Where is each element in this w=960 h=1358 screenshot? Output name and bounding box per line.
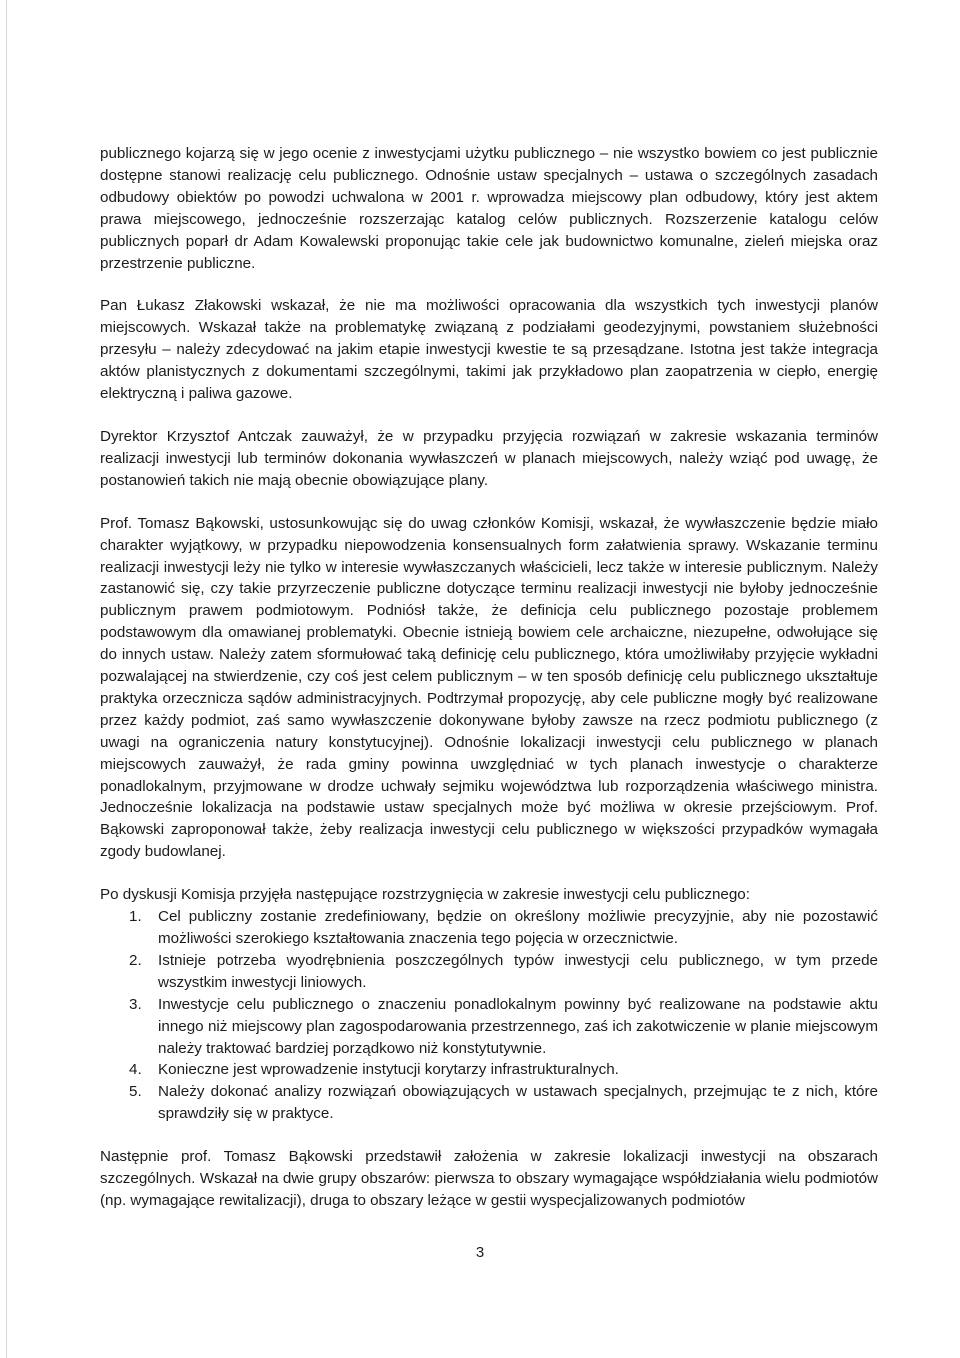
- list-item-text: Inwestycje celu publicznego o znaczeniu ponadlokalnym powinny być realizowane na podstawie aktu innego niż miejscowy plan zagospodarowania przestrzennego, zaś ich zakotwiczenie w planie miejscowym należy traktować bardziej porządkowo niż konstytutywnie.: [158, 995, 878, 1057]
- paragraph-antczak: Dyrektor Krzysztof Antczak zauważył, że w przypadku przyjęcia rozwiązań w zakresie wskazania terminów realizacji inwestycji lub terminów dokonania wywłaszczeń w planach miejscowych, należy wziąć pod uwagę, że postanowień takich nie mają obecnie obowiązujące plany.: [100, 427, 878, 489]
- decisions-list: [100, 906, 878, 1125]
- list-item: [100, 950, 878, 994]
- paragraph-decisions-intro: Po dyskusji Komisja przyjęła następujące rozstrzygnięcia w zakresie inwestycji celu publicznego:: [100, 886, 750, 904]
- list-item: [100, 994, 878, 1060]
- list-item-number: 1.: [129, 908, 142, 926]
- list-item-number: 2.: [129, 951, 142, 969]
- list-item-text: Istnieje potrzeba wyodrębnienia poszczególnych typów inwestycji celu publicznego, w tym przede wszystkim inwestycji liniowych.: [158, 951, 878, 991]
- page-number: 3: [475, 1244, 485, 1261]
- list-item-number: 3.: [129, 995, 142, 1013]
- list-item: [100, 906, 878, 950]
- list-item-text: Należy dokonać analizy rozwiązań obowiązujących w ustawach specjalnych, przejmując te z nich, które sprawdziły się w praktyce.: [158, 1083, 878, 1123]
- list-item-text: Konieczne jest wprowadzenie instytucji korytarzy infrastrukturalnych.: [158, 1061, 619, 1079]
- list-item: [100, 1081, 878, 1125]
- paragraph-public-purpose-intro: publicznego kojarzą się w jego ocenie z inwestycjami użytku publicznego – nie wszystko bowiem co jest publicznie dostępne stanowi realizację celu publicznego. Odnośnie ustaw specjalnych – ustawa o szczególnych zasadach odbudowy obiektów po powodzi uchwalona w 2001 r. wprowadza miejscowy plan odbudowy, który jest aktem prawa miejscowego, jednocześnie rozszerzając katalog celów publicznych. Rozszerzenie katalogu celów publicznych poparł dr Adam Kowalewski proponując takie cele jak budownictwo komunalne, zieleń miejska oraz przestrzenie publiczne.: [100, 145, 878, 272]
- scan-edge-line: [6, 0, 7, 1358]
- paragraph-zlakowski: Pan Łukasz Złakowski wskazał, że nie ma możliwości opracowania dla wszystkich tych inwestycji planów miejscowych. Wskazał także na problematykę związaną z podziałami geodezyjnymi, powstaniem służebności przesyłu – należy zdecydować na jakim etapie inwestycji kwestie te są przesądzane. Istotna jest także integracja aktów planistycznych z dokumentami szczególnymi, takimi jak przykładowo plan zaopatrzenia w ciepło, energię elektryczną i paliwa gazowe.: [100, 297, 878, 403]
- document-body: [100, 143, 878, 1212]
- list-item-number: 4.: [129, 1061, 142, 1079]
- list-item-text: Cel publiczny zostanie zredefiniowany, będzie on określony możliwie precyzyjnie, aby nie pozostawić możliwości szerokiego kształtowania znaczenia tego pojęcia w orzecznictwie.: [158, 908, 878, 947]
- list-item: [100, 1059, 878, 1081]
- paragraph-bakowski: Prof. Tomasz Bąkowski, ustosunkowując się do uwag członków Komisji, wskazał, że wywłaszczenie będzie miało charakter wyjątkowy, w przypadku niepowodzenia konsensualnych form załatwienia sprawy. Wskazanie terminu realizacji inwestycji leży nie tylko w interesie wywłaszczanych właścicieli, lecz także w interesie publicznym. Należy zastanowić się, czy takie przyrzeczenie publiczne dotyczące terminu realizacji inwestycji nie byłoby jednocześnie publicznym prawem podmiotowym. Podniósł także, że definicja celu publicznego pozostaje problemem podstawowym dla omawianej problematyki. Obecnie istnieją bowiem cele archaiczne, niezupełne, odwołujące się do innych ustaw. Należy zatem sformułować taką definicję celu publicznego, która umożliwiłaby przyjęcie wykładni pozwalającej na stwierdzenie, czy coś jest celem publicznym – w ten sposób definicję celu publicznego ukształtuje praktyka orzecznicza sądów administracyjnych. Podtrzymał propozycję, aby cele publiczne mogły być realizowane przez każdy podmiot, zaś samo wywłaszczenie dokonywane byłoby zawsze na rzecz podmiotu publicznego (z uwagi na ograniczenia natury konstytucyjnej). Odnośnie lokalizacji inwestycji celu publicznego w planach miejscowych zauważył, że rada gminy powinna uwzględniać w tych planach inwestycje o charakterze ponadlokalnym, przyjmowane w drodze uchwały sejmiku województwa lub rozporządzenia właściwego ministra. Jednocześnie lokalizacja na podstawie ustaw specjalnych może być możliwa w okresie przejściowym. Prof. Bąkowski zaproponował także, żeby realizacja inwestycji celu publicznego w większości przypadków wymagała zgody budowlanej.: [100, 514, 878, 861]
- list-item-number: 5.: [129, 1083, 142, 1101]
- paragraph-special-areas: Następnie prof. Tomasz Bąkowski przedstawił założenia w zakresie lokalizacji inwestycji na obszarach szczególnych. Wskazał na dwie grupy obszarów: pierwsza to obszary wymagające współdziałania wielu podmiotów (np. wymagające rewitalizacji), druga to obszary leżące w gestii wyspecjalizowanych podmiotów: [100, 1148, 878, 1209]
